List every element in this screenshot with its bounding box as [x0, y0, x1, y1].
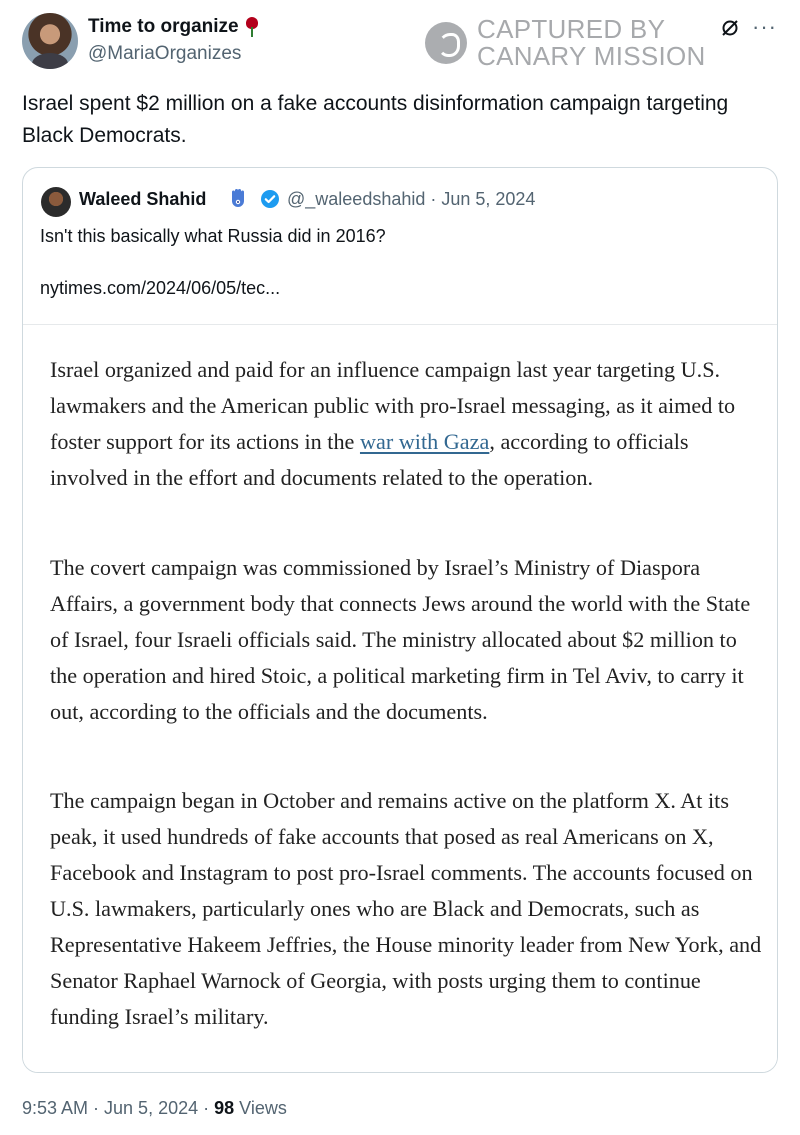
hamsa-icon	[229, 188, 247, 210]
watermark-line-2: CANARY MISSION	[477, 41, 706, 71]
quoted-handle-date[interactable]: @_waleedshahid · Jun 5, 2024	[287, 189, 536, 209]
article-screenshot	[23, 324, 777, 1073]
canary-logo-icon	[425, 22, 467, 64]
grok-icon[interactable]	[720, 18, 740, 38]
canary-mission-watermark	[425, 16, 706, 70]
more-options-icon[interactable]: ···	[752, 14, 777, 39]
tweet-metadata	[22, 1098, 287, 1119]
author-name[interactable]	[88, 16, 259, 38]
author-name-text[interactable]: Time to organize	[88, 16, 239, 37]
quoted-author-name[interactable]: Waleed Shahid	[79, 189, 207, 209]
verified-badge-icon	[260, 189, 280, 209]
article-paragraph-1	[50, 352, 766, 496]
watermark-text	[477, 16, 706, 70]
views-count: 98	[214, 1098, 235, 1118]
article-paragraph-2: The covert campaign was commissioned by Israel’s Ministry of Diaspora Affairs, a government body that connects Jews around the world with the State of Israel, four Israeli officials said. The ministry allocated about $2 million to the operation and hired Stoic, a political marketing firm in Tel Aviv, to carry it out, according to the officials and the documents.	[50, 555, 751, 724]
author-handle[interactable]: @MariaOrganizes	[88, 43, 242, 64]
rose-icon	[245, 17, 259, 37]
tweet-timestamp[interactable]: 9:53 AM · Jun 5, 2024 ·	[22, 1098, 215, 1118]
war-with-gaza-link: war with Gaza	[359, 429, 490, 454]
quoted-tweet-text: Isn't this basically what Russia did in 2016?	[40, 226, 386, 246]
article-paragraph-3: The campaign began in October and remains active on the platform X. At its peak, it used hundreds of fake accounts that posed as real Americans on X, Facebook and Instagram to post pro-Israel comments. The accounts focused on U.S. lawmakers, particularly ones who are Black and Democrats, such as Representative Hakeem Jeffries, the House minority leader from New York, and Senator Raphael Warnock of Georgia, with posts urging them to continue funding Israel’s military.	[50, 788, 762, 1029]
views-label: Views	[234, 1098, 287, 1118]
quoted-tweet-link[interactable]: nytimes.com/2024/06/05/tec...	[40, 278, 281, 298]
quoted-tweet-card[interactable]	[22, 167, 778, 1073]
article-p1-tail: , according to officials involved in the effort and documents related to the operation.	[50, 429, 689, 490]
article-p1-text: Israel organized and paid for an influence campaign last year targeting U.S. lawmakers and the American public with pro-Israel messaging, as it aimed to foster support for its actions in the	[50, 357, 736, 454]
quoted-author-avatar[interactable]	[41, 187, 71, 217]
tweet-text: Israel spent $2 million on a fake accounts disinformation campaign targeting Black Democrats.	[22, 92, 729, 147]
watermark-line-1: CAPTURED BY	[477, 14, 666, 44]
author-avatar[interactable]	[22, 13, 78, 69]
